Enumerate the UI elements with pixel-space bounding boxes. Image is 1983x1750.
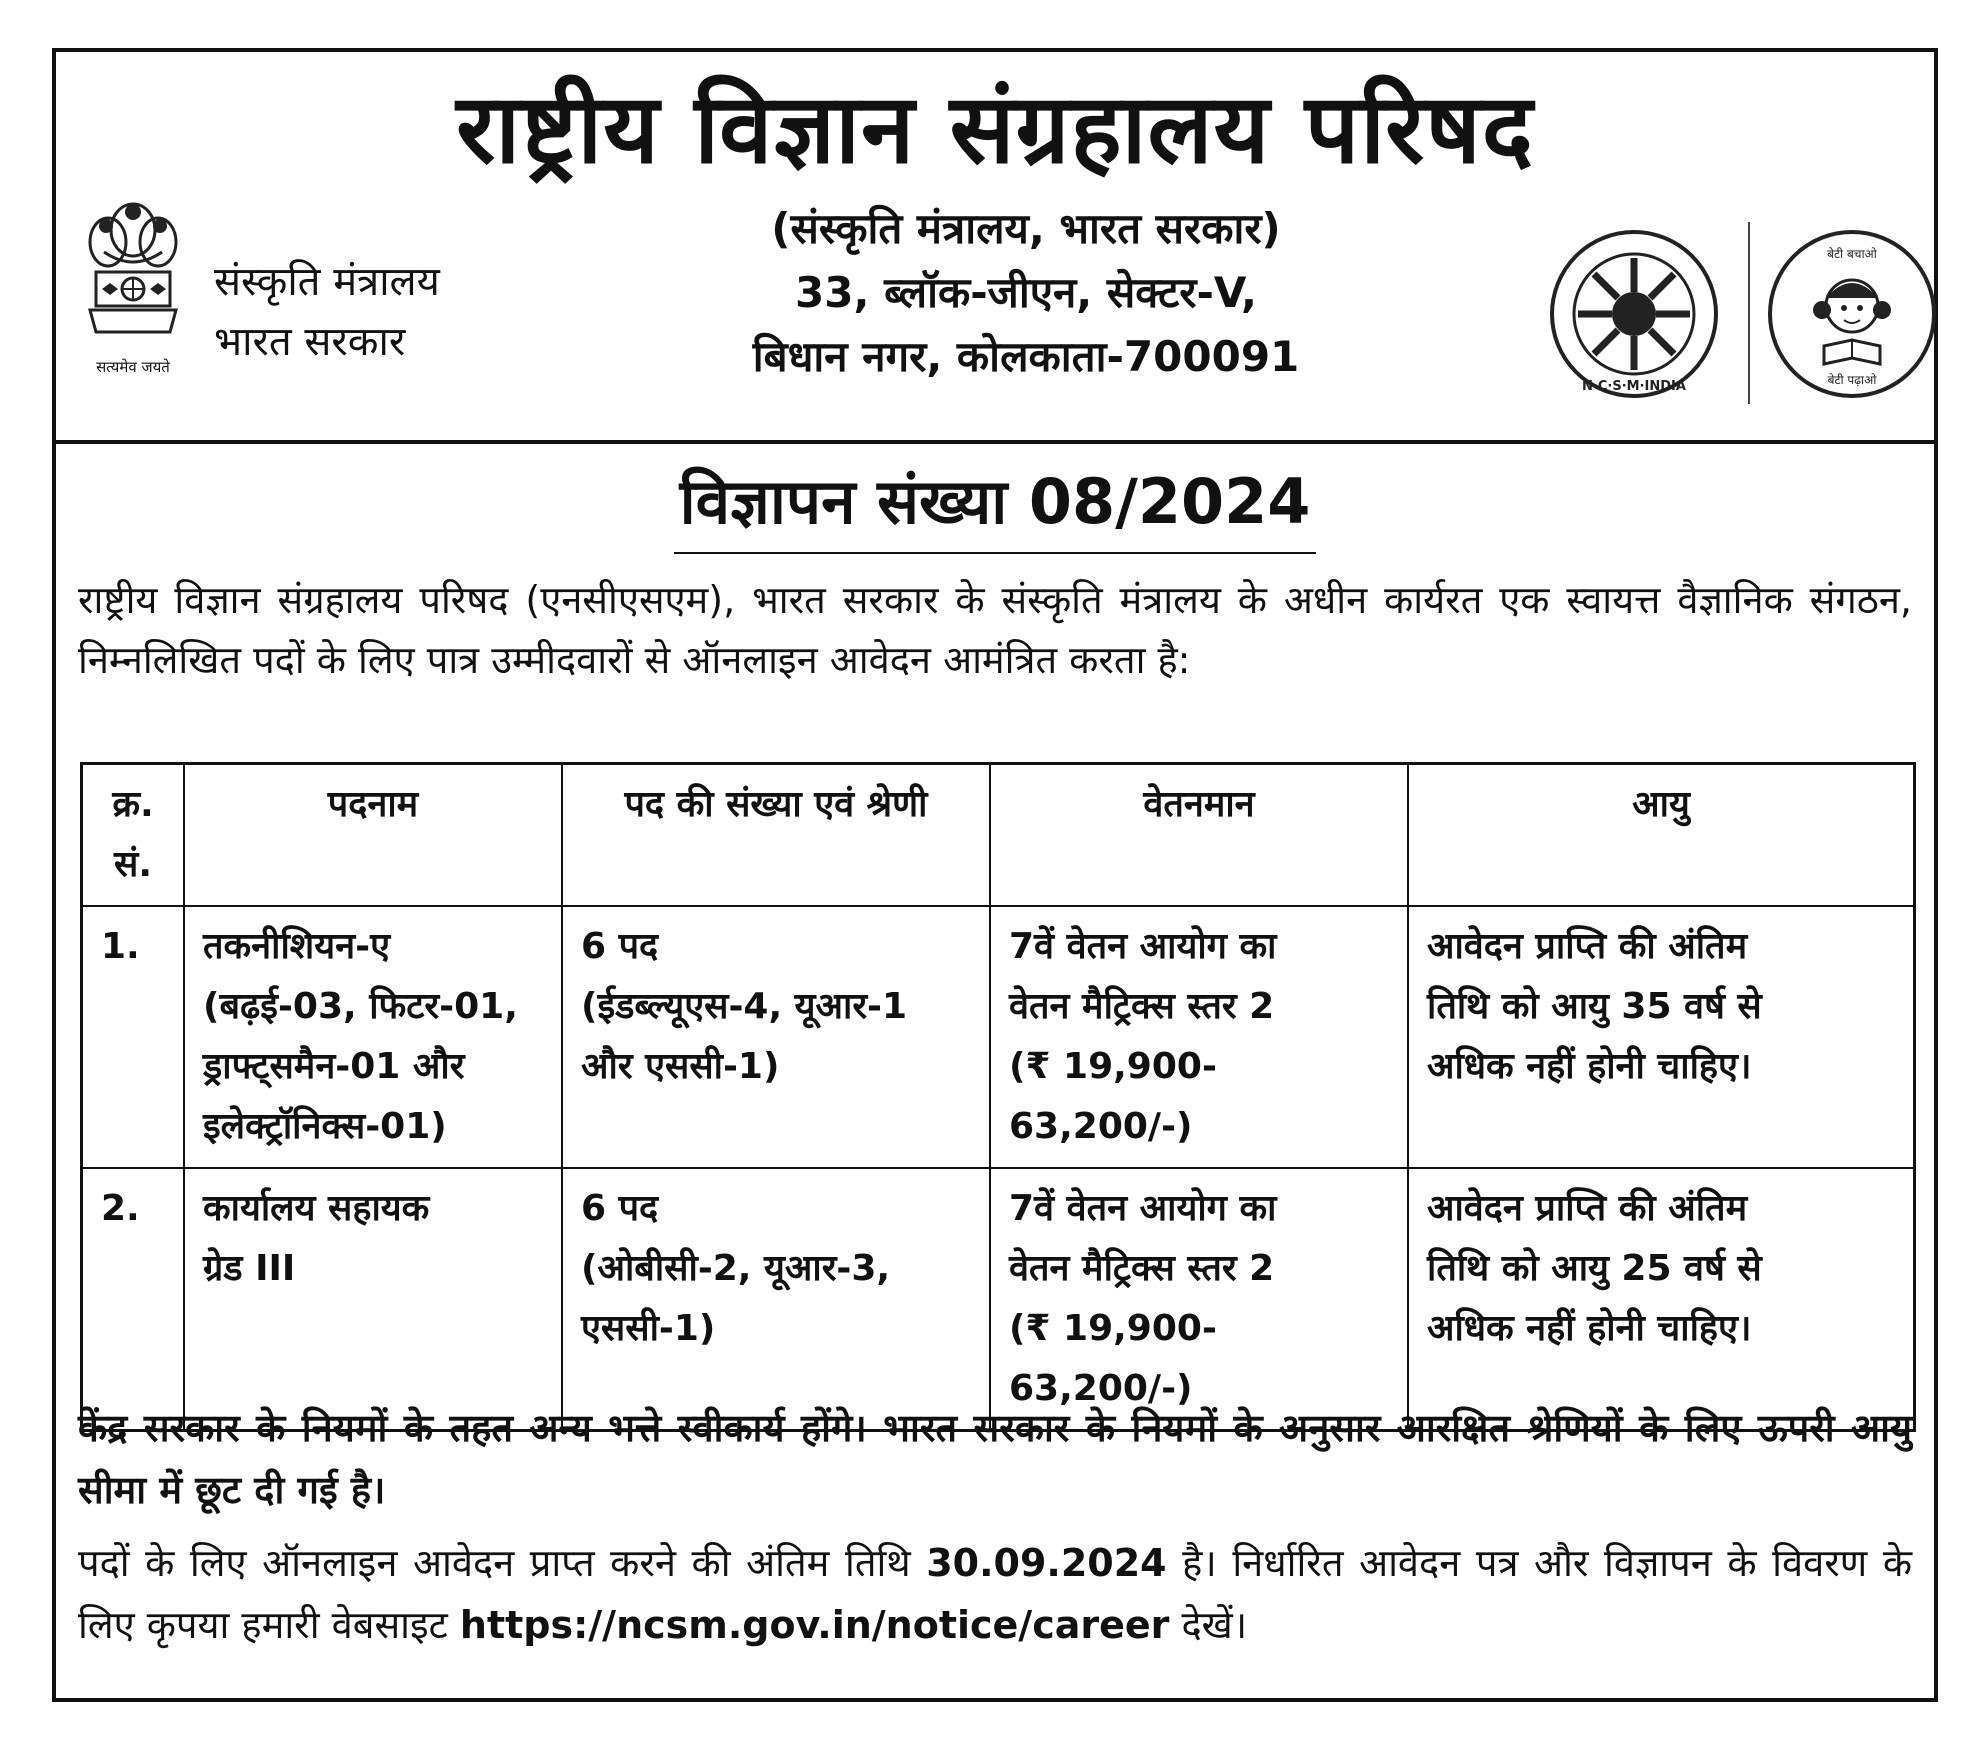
ashoka-emblem-icon: [74, 192, 192, 352]
table-header-row: [82, 764, 1915, 907]
ministry-block: [214, 252, 440, 372]
ministry-line: संस्कृति मंत्रालय: [214, 259, 440, 305]
table-row: [82, 906, 1915, 1168]
ncsm-logo-text: N·C·S·M·INDIA: [1582, 379, 1686, 394]
ncsm-logo: [1548, 228, 1720, 400]
row-post-name: तकनीशियन-ए (बढ़ई-03, फिटर-01, ड्राफ्ट्समैन-01 और इलेक्ट्रॉनिक्स-01): [184, 906, 562, 1168]
row-post-count: 6 पद (ईडब्ल्यूएस-4, यूआर-1 और एससी-1): [562, 906, 990, 1168]
header-pay-scale: वेतनमान: [990, 764, 1408, 907]
header-post-count: पद की संख्या एवं श्रेणी: [562, 764, 990, 907]
row-post-count: 6 पद (ओबीसी-2, यूआर-3, एससी-1): [562, 1168, 990, 1431]
website-suffix: देखें।: [1181, 1603, 1248, 1647]
beti-bachao-logo: [1766, 228, 1938, 400]
bbbp-top-text: बेटी बचाओ: [1827, 247, 1877, 261]
header-serial-number: क्र. सं.: [82, 764, 185, 907]
deadline-prefix: पदों के लिए ऑनलाइन आवेदन प्राप्त करने की अंतिम तिथि: [78, 1541, 911, 1585]
address-ministry: (संस्कृति मंत्रालय, भारत सरकार): [771, 204, 1281, 253]
address-block: [576, 197, 1476, 389]
bbbp-bottom-text: बेटी पढ़ाओ: [1827, 373, 1877, 387]
address-street: 33, ब्लॉक-जीएन, सेक्टर-V,: [795, 268, 1257, 317]
row-serial-number: 2.: [82, 1168, 185, 1431]
row-post-name: कार्यालय सहायक ग्रेड III: [184, 1168, 562, 1431]
government-line: भारत सरकार: [214, 319, 406, 365]
emblem-motto: सत्यमेव जयते: [96, 358, 170, 376]
header-post-name: पदनाम: [184, 764, 562, 907]
intro-paragraph: राष्ट्रीय विज्ञान संग्रहालय परिषद (एनसीएसएम), भारत सरकार के संस्कृति मंत्रालय के अधीन कार्यरत एक स्वायत्त वैज्ञानिक संगठन, निम्नलिखित पदों के लिए पात्र उम्मीदवारों से ऑनलाइन आवेदन आमंत्रित करता है:: [78, 578, 1912, 682]
row-age: आवेदन प्राप्ति की अंतिम तिथि को आयु 35 वर्ष से अधिक नहीं होनी चाहिए।: [1408, 906, 1915, 1168]
girl-with-book-icon: [1766, 228, 1938, 400]
allowance-note: केंद्र सरकार के नियमों के तहत अन्य भत्ते स्वीकार्य होंगे। भारत सरकार के नियमों के अनुसार आरक्षित श्रेणियों के लिए ऊपरी आयु सीमा में छूट दी गई है।: [78, 1406, 1912, 1512]
national-emblem: [74, 192, 192, 377]
logo-divider: [1748, 222, 1750, 404]
row-pay-scale: 7वें वेतन आयोग का वेतन मैट्रिक्स स्तर 2 (₹ 19,900-63,200/-): [990, 1168, 1408, 1431]
posts-table: [80, 762, 1916, 1432]
row-serial-number: 1.: [82, 906, 185, 1168]
row-age: आवेदन प्राप्ति की अंतिम तिथि को आयु 25 वर्ष से अधिक नहीं होनी चाहिए।: [1408, 1168, 1915, 1431]
header: [56, 52, 1934, 444]
advertisement-title: [56, 462, 1934, 554]
deadline-note: [78, 1532, 1912, 1656]
address-city: बिधान नगर, कोलकाता-700091: [752, 332, 1300, 381]
career-website-link[interactable]: https://ncsm.gov.in/notice/career: [459, 1603, 1170, 1647]
table-row: [82, 1168, 1915, 1431]
advertisement-number: विज्ञापन संख्या 08/2024: [674, 462, 1317, 554]
ncsm-wheel-icon: [1548, 228, 1720, 400]
deadline-suffix: है। निर्धारित आवेदन पत्र और विज्ञापन के विवरण के लिए कृपया हमारी वेबसाइट: [78, 1541, 1912, 1647]
row-pay-scale: 7वें वेतन आयोग का वेतन मैट्रिक्स स्तर 2 (₹ 19,900-63,200/-): [990, 906, 1408, 1168]
deadline-date: 30.09.2024: [926, 1541, 1167, 1585]
advertisement-frame: [52, 48, 1938, 1702]
org-title: राष्ट्रीय विज्ञान संग्रहालय परिषद: [456, 73, 1534, 185]
header-age: आयु: [1408, 764, 1915, 907]
